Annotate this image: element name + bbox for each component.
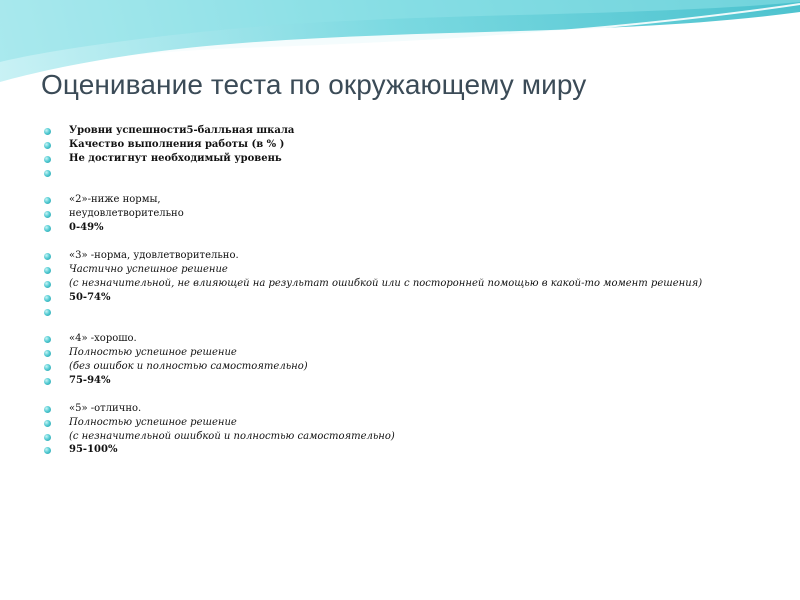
teal-dot-bullet-icon [44,350,51,357]
list-item-text: «3» -норма, удовлетворительно. [69,250,239,262]
list-item [44,263,784,277]
list-item-text: 50-74% [69,291,111,303]
list-item-text: Качество выполнения работы (в % ) [69,138,285,150]
list-item-text: Частично успешное решение [69,263,228,275]
list-item-text: «4» -хорошо. [69,333,137,345]
list-item [44,416,784,430]
list-spacer [44,180,784,194]
list-item-text: Уровни успешности5-балльная шкала [69,125,295,136]
teal-dot-bullet-icon [44,197,51,204]
list-item-text: Не достигнут необходимый уровень [69,152,282,164]
teal-dot-bullet-icon [44,142,51,149]
teal-dot-bullet-icon [44,447,51,454]
teal-dot-bullet-icon [44,309,51,316]
list-item [44,430,784,444]
list-item [44,443,784,457]
list-item-text: 0-49% [69,222,104,234]
teal-dot-bullet-icon [44,253,51,260]
teal-dot-bullet-icon [44,281,51,288]
list-item [44,207,784,221]
list-item [44,166,784,180]
teal-dot-bullet-icon [44,378,51,385]
list-item-text: (без ошибок и полностью самостоятельно) [69,361,308,373]
list-item [44,193,784,207]
slide-title: Оценивание теста по окружающему миру [41,69,587,100]
list-item [44,124,784,138]
teal-dot-bullet-icon [44,225,51,232]
teal-dot-bullet-icon [44,211,51,218]
list-item [44,305,784,319]
list-item [44,360,784,374]
content-list [44,124,784,457]
teal-dot-bullet-icon [44,128,51,135]
list-item-text: 95-100% [69,444,118,456]
list-spacer [44,235,784,249]
teal-dot-bullet-icon [44,170,51,177]
teal-dot-bullet-icon [44,295,51,302]
list-item [44,152,784,166]
teal-dot-bullet-icon [44,434,51,441]
teal-dot-bullet-icon [44,364,51,371]
list-item-text: «5» -отлично. [69,402,142,414]
list-item [44,221,784,235]
teal-dot-bullet-icon [44,267,51,274]
list-item-text: Полностью успешное решение [69,416,237,428]
list-spacer [44,388,784,402]
list-item [44,332,784,346]
list-spacer [44,318,784,332]
list-item [44,138,784,152]
list-item [44,291,784,305]
teal-dot-bullet-icon [44,406,51,413]
list-item-text: (с незначительной, не влияющей на результат ошибкой или с посторонней помощью в какой-то момент решения) [69,277,703,289]
list-item-text: (с незначительной ошибкой и полностью самостоятельно) [69,430,395,442]
list-item-text: «2»-ниже нормы, [69,194,161,206]
list-item [44,277,784,291]
list-item-text: Полностью успешное решение [69,347,237,359]
list-item [44,249,784,263]
list-item [44,374,784,388]
teal-dot-bullet-icon [44,336,51,343]
list-item-text: 75-94% [69,375,111,387]
teal-dot-bullet-icon [44,156,51,163]
teal-dot-bullet-icon [44,420,51,427]
list-item-text: неудовлетворительно [69,208,184,220]
list-item [44,346,784,360]
list-item [44,402,784,416]
